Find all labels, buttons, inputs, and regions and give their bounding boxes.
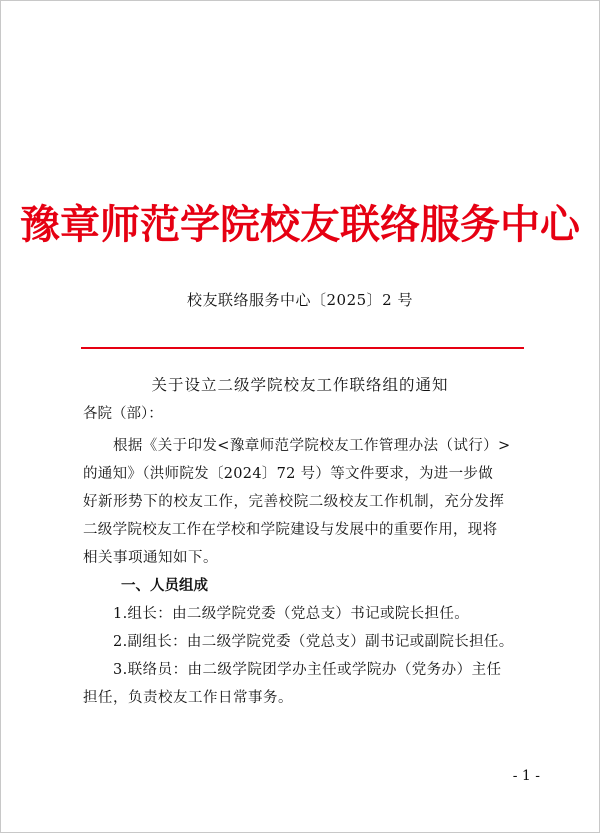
document-number: 校友联络服务中心〔2025〕2 号: [187, 291, 413, 309]
notice-title: 关于设立二级学院校友工作联络组的通知: [151, 376, 449, 394]
red-separator-line: [81, 347, 524, 349]
salutation: 各院（部）：: [83, 406, 163, 422]
body-line: 根据《关于印发<豫章师范学院校友工作管理办法（试行）>: [113, 438, 511, 454]
document-header-title: 豫章师范学院校友联络服务中心: [20, 201, 580, 248]
list-item: 3.联络员：由二级学院团学办主任或学院办（党务办）主任: [113, 662, 502, 678]
page-number: - 1 -: [512, 768, 540, 784]
list-item: 2.副组长：由二级学院党委（党总支）副书记或副院长担任。: [113, 634, 514, 650]
list-item-continuation: 担任，负责校友工作日常事务。: [83, 690, 293, 706]
body-line: 好新形势下的校友工作，完善校院二级校友工作机制，充分发挥: [83, 494, 505, 510]
body-line: 的通知》（洪师院发〔2024〕72 号）等文件要求，为进一步做: [83, 466, 494, 482]
body-line: 二级学院校友工作在学校和学院建设与发展中的重要作用，现将: [83, 522, 498, 538]
body-line: 相关事项通知如下。: [83, 550, 218, 566]
list-item: 1.组长：由二级学院党委（党总支）书记或院长担任。: [113, 606, 470, 622]
section-heading: 一、人员组成: [121, 578, 208, 594]
